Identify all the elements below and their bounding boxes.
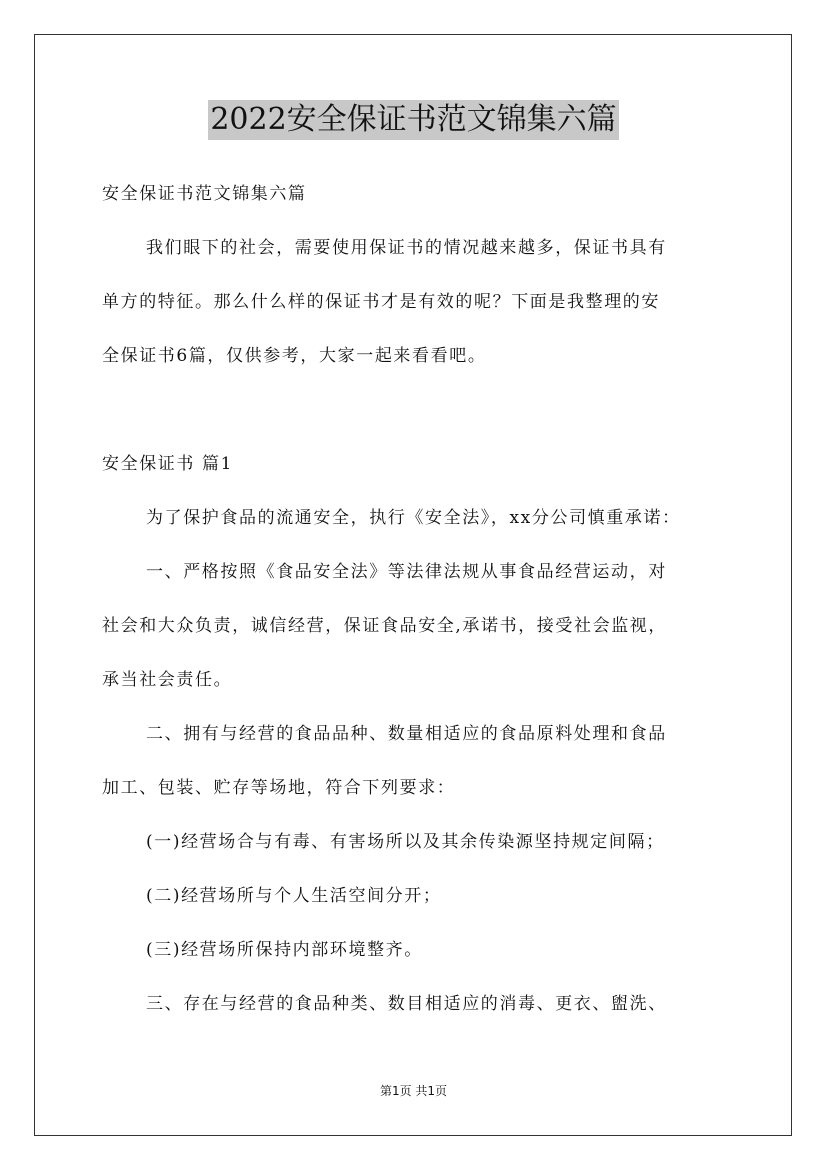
body-line-5: 二、拥有与经营的食品品种、数量相适应的食品原料处理和食品 [146,724,667,744]
section-heading: 安全保证书 篇1 [102,454,234,474]
body-line-7: (一)经营场合与有毒、有害场所以及其余传染源坚持规定间隔； [146,832,665,852]
intro-line-3: 全保证书6篇，仅供参考，大家一起来看看吧。 [102,346,487,366]
document-title: 2022安全保证书范文锦集六篇 [208,100,618,140]
intro-line-2: 单方的特征。那么什么样的保证书才是有效的呢？下面是我整理的安 [102,292,660,312]
body-line-4: 承当社会责任。 [102,670,233,690]
document-subtitle: 安全保证书范文锦集六篇 [102,184,307,204]
body-line-1: 为了保护食品的流通安全，执行《安全法》，xx分公司慎重承诺： [146,508,681,528]
body-line-6: 加工、包装、贮存等场地，符合下列要求： [102,778,456,798]
body-line-10: 三、存在与经营的食品种类、数目相适应的消毒、更衣、盥洗、 [146,994,667,1014]
body-line-2: 一、严格按照《食品安全法》等法律法规从事食品经营运动，对 [146,562,667,582]
intro-line-1: 我们眼下的社会，需要使用保证书的情况越来越多，保证书具有 [146,238,667,258]
title-container [0,100,827,140]
body-line-9: (三)经营场所保持内部环境整齐。 [146,940,423,960]
body-line-8: (二)经营场所与个人生活空间分开； [146,886,442,906]
page-footer: 第1页 共1页 [379,1084,448,1098]
body-line-3: 社会和大众负责，诚信经营，保证食品安全,承诺书，接受社会监视， [102,616,668,636]
